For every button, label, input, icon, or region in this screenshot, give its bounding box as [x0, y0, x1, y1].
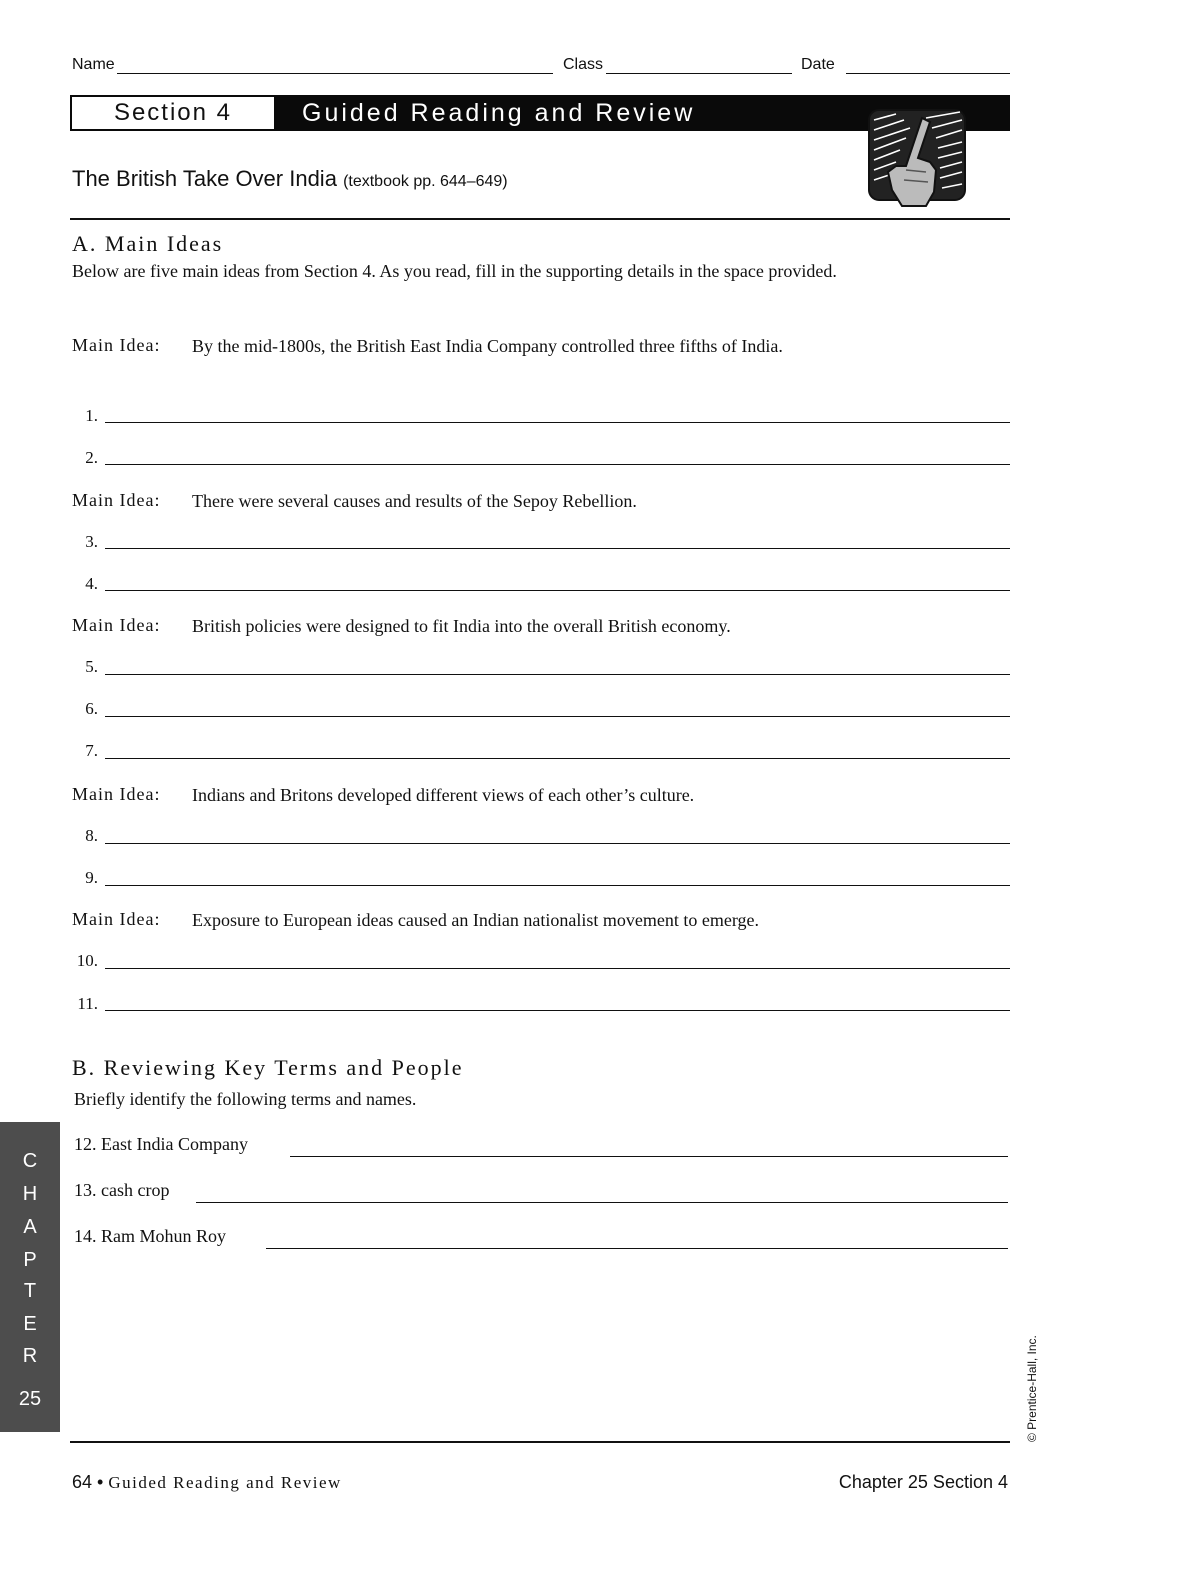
answer-line[interactable]	[105, 674, 1010, 675]
footer-chapter-section: Chapter 25 Section 4	[838, 1472, 1008, 1492]
name-label: Name	[72, 56, 115, 73]
term-answer-line[interactable]	[290, 1156, 1008, 1157]
part-b-heading: B. Reviewing Key Terms and People	[72, 1055, 464, 1080]
main-idea-text: Exposure to European ideas caused an Indian nationalist movement to emerge.	[192, 910, 759, 930]
subtitle-pages: (textbook pp. 644–649)	[343, 173, 508, 190]
answer-line[interactable]	[105, 758, 1010, 759]
date-label: Date	[801, 56, 835, 73]
part-a-instructions: Below are five main ideas from Section 4. As you read, fill in the supporting details in the space provided.	[72, 261, 837, 281]
chapter-letter: E	[23, 1313, 37, 1335]
footer-bullet: •	[97, 1472, 104, 1492]
class-label: Class	[563, 56, 604, 73]
answer-line[interactable]	[105, 885, 1010, 886]
item-number: 4.	[85, 574, 98, 593]
part-b-instructions: Briefly identify the following terms and names.	[74, 1089, 417, 1109]
footer-book: Guided Reading and Review	[108, 1473, 342, 1492]
term-cash-crop: 13. cash crop	[74, 1180, 170, 1200]
part-a-heading: A. Main Ideas	[72, 231, 224, 256]
main-idea-label: Main Idea:	[72, 784, 161, 804]
main-idea-text: There were several causes and results of the Sepoy Rebellion.	[192, 491, 637, 511]
item-number: 1.	[85, 406, 98, 425]
term-answer-line[interactable]	[196, 1202, 1008, 1203]
answer-line[interactable]	[105, 590, 1010, 591]
footer-left	[72, 1472, 342, 1493]
main-idea-label: Main Idea:	[72, 615, 161, 635]
item-number: 2.	[85, 448, 98, 467]
chapter-letter: R	[22, 1345, 38, 1367]
main-idea-label: Main Idea:	[72, 909, 161, 929]
chapter-letter: T	[23, 1280, 37, 1302]
item-number: 6.	[85, 699, 98, 718]
banner-title: Guided Reading and Review	[302, 99, 696, 127]
answer-line[interactable]	[105, 716, 1010, 717]
answer-line[interactable]	[105, 422, 1010, 423]
chapter-letter: H	[22, 1183, 38, 1205]
term-ram-mohun-roy: 14. Ram Mohun Roy	[74, 1226, 227, 1246]
item-number: 7.	[85, 741, 98, 760]
chapter-number: 25	[18, 1388, 42, 1410]
item-number: 9.	[85, 868, 98, 887]
answer-line[interactable]	[105, 548, 1010, 549]
main-idea-label: Main Idea:	[72, 490, 161, 510]
main-idea-text: Indians and Britons developed different views of each other’s culture.	[192, 785, 695, 805]
answer-line[interactable]	[105, 1010, 1010, 1011]
item-number: 3.	[85, 532, 98, 551]
page-number: 64	[72, 1472, 93, 1492]
term-answer-line[interactable]	[266, 1248, 1008, 1249]
item-number: 8.	[85, 826, 98, 845]
answer-line[interactable]	[105, 843, 1010, 844]
subtitle-title: The British Take Over India	[72, 166, 337, 191]
page-subtitle	[72, 166, 508, 192]
header-divider	[70, 218, 1010, 220]
chapter-letter: C	[22, 1150, 38, 1172]
date-field[interactable]	[846, 73, 1010, 74]
main-idea-label: Main Idea:	[72, 335, 161, 355]
chapter-letter: A	[23, 1216, 37, 1238]
section-number: Section 4	[72, 97, 274, 129]
chapter-letter: P	[23, 1249, 37, 1271]
main-idea-text: British policies were designed to fit India into the overall British economy.	[192, 616, 731, 636]
answer-line[interactable]	[105, 968, 1010, 969]
pointing-hand-icon	[866, 108, 970, 208]
name-field[interactable]	[117, 73, 553, 74]
class-field[interactable]	[606, 73, 792, 74]
term-east-india-company: 12. East India Company	[74, 1134, 248, 1154]
answer-line[interactable]	[105, 464, 1010, 465]
chapter-tab	[0, 1122, 60, 1432]
item-number: 5.	[85, 657, 98, 676]
copyright: © Prentice-Hall, Inc.	[1025, 1335, 1039, 1442]
main-idea-text: By the mid-1800s, the British East India Company controlled three fifths of India.	[192, 336, 783, 356]
item-number: 11.	[77, 994, 98, 1013]
footer-divider	[70, 1441, 1010, 1443]
item-number: 10.	[76, 951, 98, 970]
